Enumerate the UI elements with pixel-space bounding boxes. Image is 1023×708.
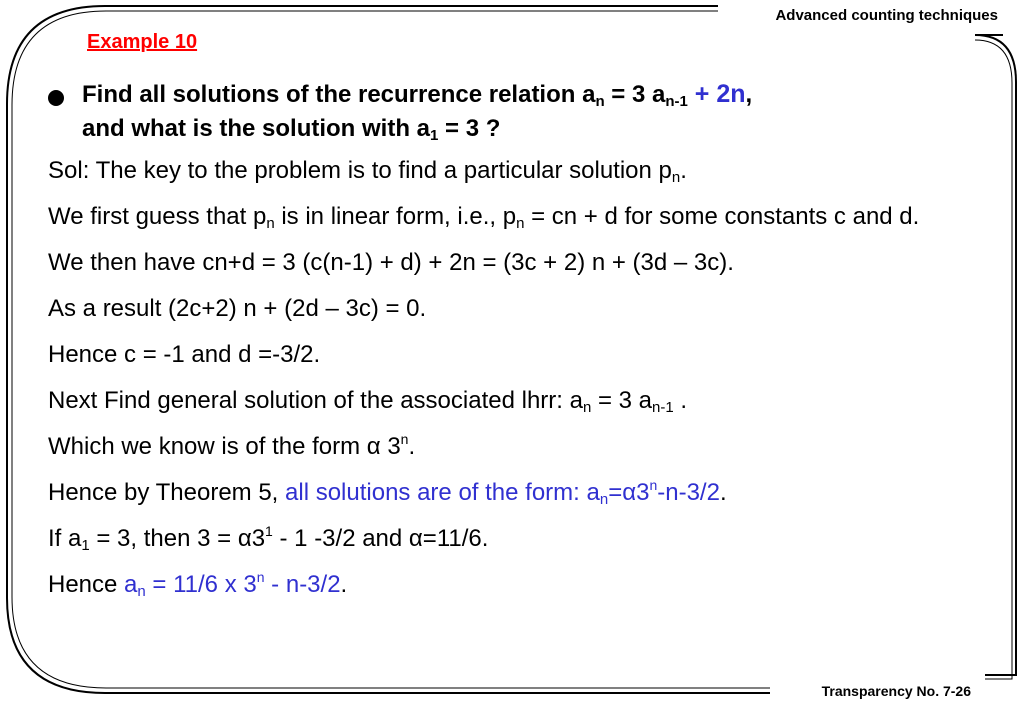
header-title: Advanced counting techniques bbox=[775, 7, 998, 24]
linear-guess: We first guess that $p_n$ is in linear form, i.e., $p_n$ = cn + d for some constants c and d. bbox=[48, 203, 920, 232]
initial-condition-line: If $a_1 = 3$, then $3 = \alpha 3^1 - 1$ -3/2 and α=11/6. bbox=[48, 523, 489, 554]
constants-line: Hence c = -1 and d =-3/2. bbox=[48, 341, 321, 368]
example-label: Example 10 bbox=[87, 31, 198, 53]
result-line: As a result (2c+2) n + (2d – 3c) = 0. bbox=[48, 295, 427, 322]
final-answer-line: Hence $a_n = 11/6$ x 3$^n$ - n-3/2. bbox=[48, 569, 348, 600]
problem-line-1: Find all solutions of the recurrence relation $a_n = 3$ $a_{n-1} + 2n$, bbox=[82, 80, 753, 110]
problem-line-2: and what is the solution with $a_1 = 3$ ? bbox=[82, 115, 501, 144]
transparency-number: Transparency No. 7-26 bbox=[821, 683, 971, 699]
form-line: Which we know is of the form α 3$^n$. bbox=[48, 431, 416, 460]
bullet-icon bbox=[48, 90, 64, 106]
theorem-line: Hence by Theorem 5, all solutions are of the form: $a_n=\alpha 3^n-n-3/2$. bbox=[48, 477, 727, 508]
homogeneous-line: Next Find general solution of the associated lhrr: $a_n = 3$ $a_{n-1}$ . bbox=[48, 387, 688, 416]
substitution-line: We then have cn+d = 3 (c(n-1) + d) + 2n = (3c + 2) n + (3d – 3c). bbox=[48, 249, 734, 276]
problem-statement bbox=[48, 77, 998, 146]
slide-content bbox=[48, 77, 998, 602]
solution-intro: Sol: The key to the problem is to find a particular solution $p_n$. bbox=[48, 157, 687, 186]
